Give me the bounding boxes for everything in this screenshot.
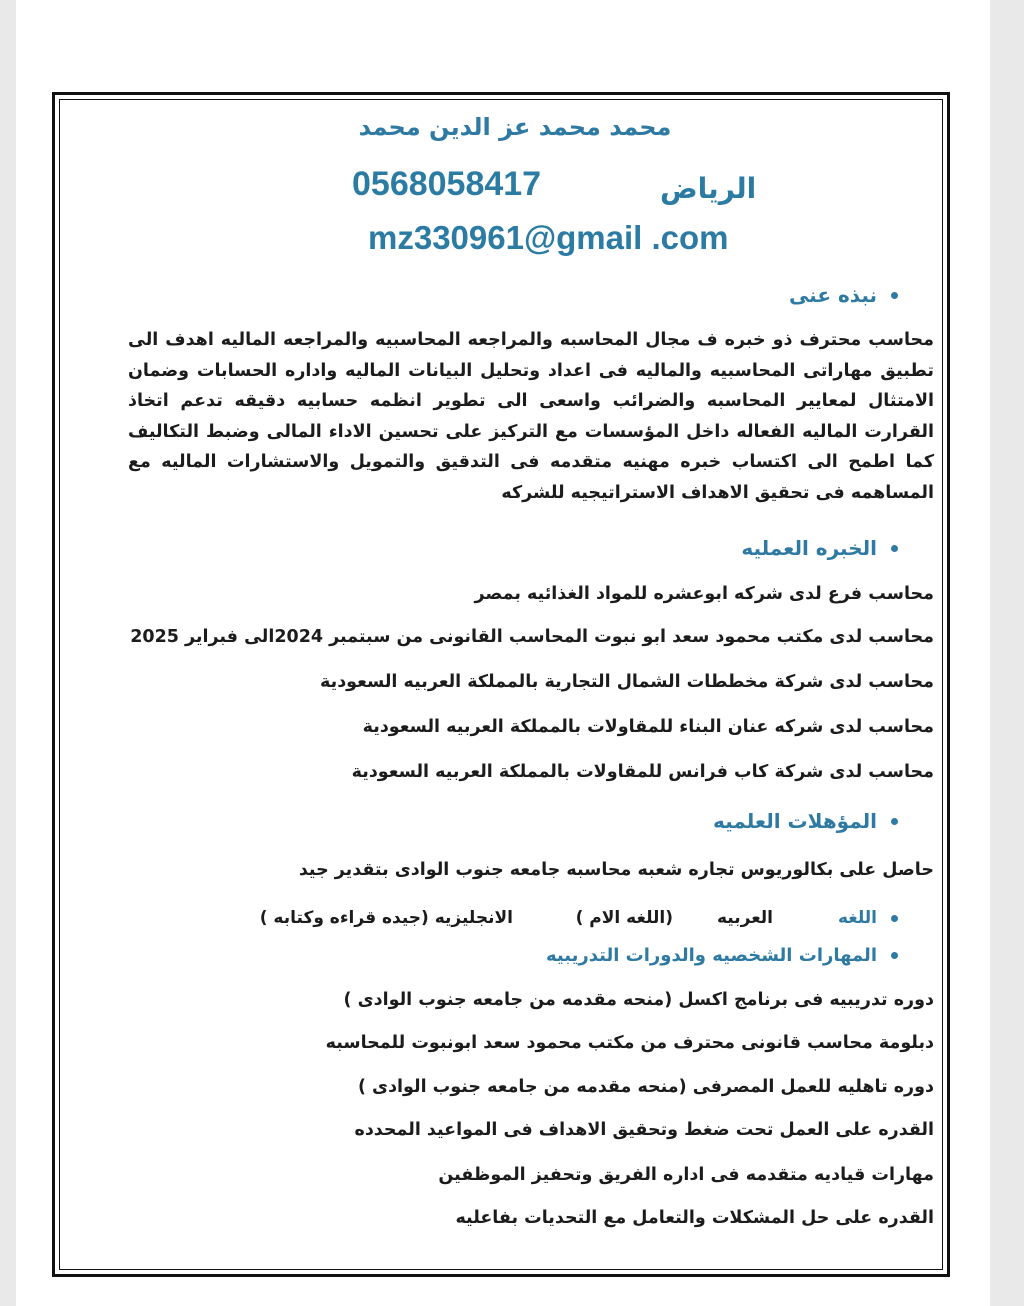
languages-title: اللغه — [837, 908, 877, 928]
phone-number: 0568058417 — [352, 165, 542, 203]
experience-item: محاسب لدى شركة مخططات الشمال التجارية بالمملكة العربيه السعودية — [320, 672, 934, 692]
experience-item: محاسب لدى مكتب محمود سعد ابو نبوت المحاسب القانونى من سبتمبر 2024الى فبراير 2025 — [130, 627, 934, 647]
email-address: mz330961@gmail .com — [368, 219, 729, 256]
cv-name: محمد محمد عز الدين محمد — [358, 113, 672, 141]
skill-item: دبلومة محاسب قانونى محترف من مكتب محمود سعد ابونبوت للمحاسبه — [325, 1033, 934, 1053]
skill-item: دوره تاهليه للعمل المصرفى (منحه مقدمه من جامعه جنوب الوادى ) — [357, 1077, 934, 1097]
section-heading-skills — [546, 945, 898, 966]
experience-item: محاسب لدى شركه عنان البناء للمقاولات بالمملكة العربيه السعودية — [362, 717, 934, 737]
language-english: الانجليزيه (جيده قراءه وكتابه ) — [259, 908, 513, 928]
education-title: المؤهلات العلميه — [713, 809, 877, 833]
skill-item: القدره على العمل تحت ضغط وتحقيق الاهداف فى المواعيد المحدده — [354, 1120, 934, 1140]
languages-heading — [838, 908, 898, 928]
skill-item: القدره على حل المشكلات والتعامل مع التحديات بفاعليه — [455, 1208, 934, 1228]
about-paragraph: محاسب محترف ذو خبره ف مجال المحاسبه والمراجعه المحاسبيه والمراجعه الماليه اهدف الى تطبيق مهاراتى المحاسبيه والماليه فى اعداد وتحليل البيانات الماليه واداره الحسابات وضمان الامتثال لمعايير المحاسبه والضرائب واسعى الى تطوير انظمه حسابيه دقيقه تدعم اتخاذ القرارت الماليه الفعاله داخل المؤسسات مع التركيز على تحسين الاداء المالى وضبط التكاليف كما اطمح الى اكتساب خبره مهنيه متقدمه فى التدقيق والتمويل والاستشارات الماليه مع المساهمه فى تحقيق الاهداف الاستراتيجيه للشركه — [128, 330, 934, 503]
bullet-icon — [891, 818, 898, 825]
experience-title: الخبره العمليه — [741, 536, 877, 560]
experience-item: محاسب فرع لدى شركه ابوعشره للمواد الغذائيه بمصر — [474, 584, 934, 604]
language-arabic-note: (اللغه الام ) — [575, 908, 673, 928]
section-heading-experience — [741, 536, 898, 560]
about-title: نبذه عنى — [788, 283, 877, 307]
skill-item: مهارات قياديه متقدمه فى اداره الفريق وتحفيز الموظفين — [438, 1165, 934, 1185]
language-arabic: العربيه — [716, 908, 773, 928]
section-heading-about — [789, 283, 898, 307]
skill-item: دوره تدريبيه فى برنامج اكسل (منحه مقدمه من جامعه جنوب الوادى ) — [343, 990, 934, 1010]
bullet-icon — [891, 952, 898, 959]
bullet-icon — [891, 292, 898, 299]
section-heading-education — [713, 809, 898, 833]
languages-row — [128, 908, 898, 936]
experience-item: محاسب لدى شركة كاب فرانس للمقاولات بالمملكة العربيه السعودية — [351, 762, 934, 782]
city: الرياض — [660, 172, 757, 205]
education-text: حاصل على بكالوريوس تجاره شعبه محاسبه جامعه جنوب الوادى بتقدير جيد — [298, 860, 934, 880]
bullet-icon — [891, 915, 898, 922]
skills-title: المهارات الشخصيه والدورات التدريبيه — [545, 945, 877, 966]
bullet-icon — [891, 545, 898, 552]
